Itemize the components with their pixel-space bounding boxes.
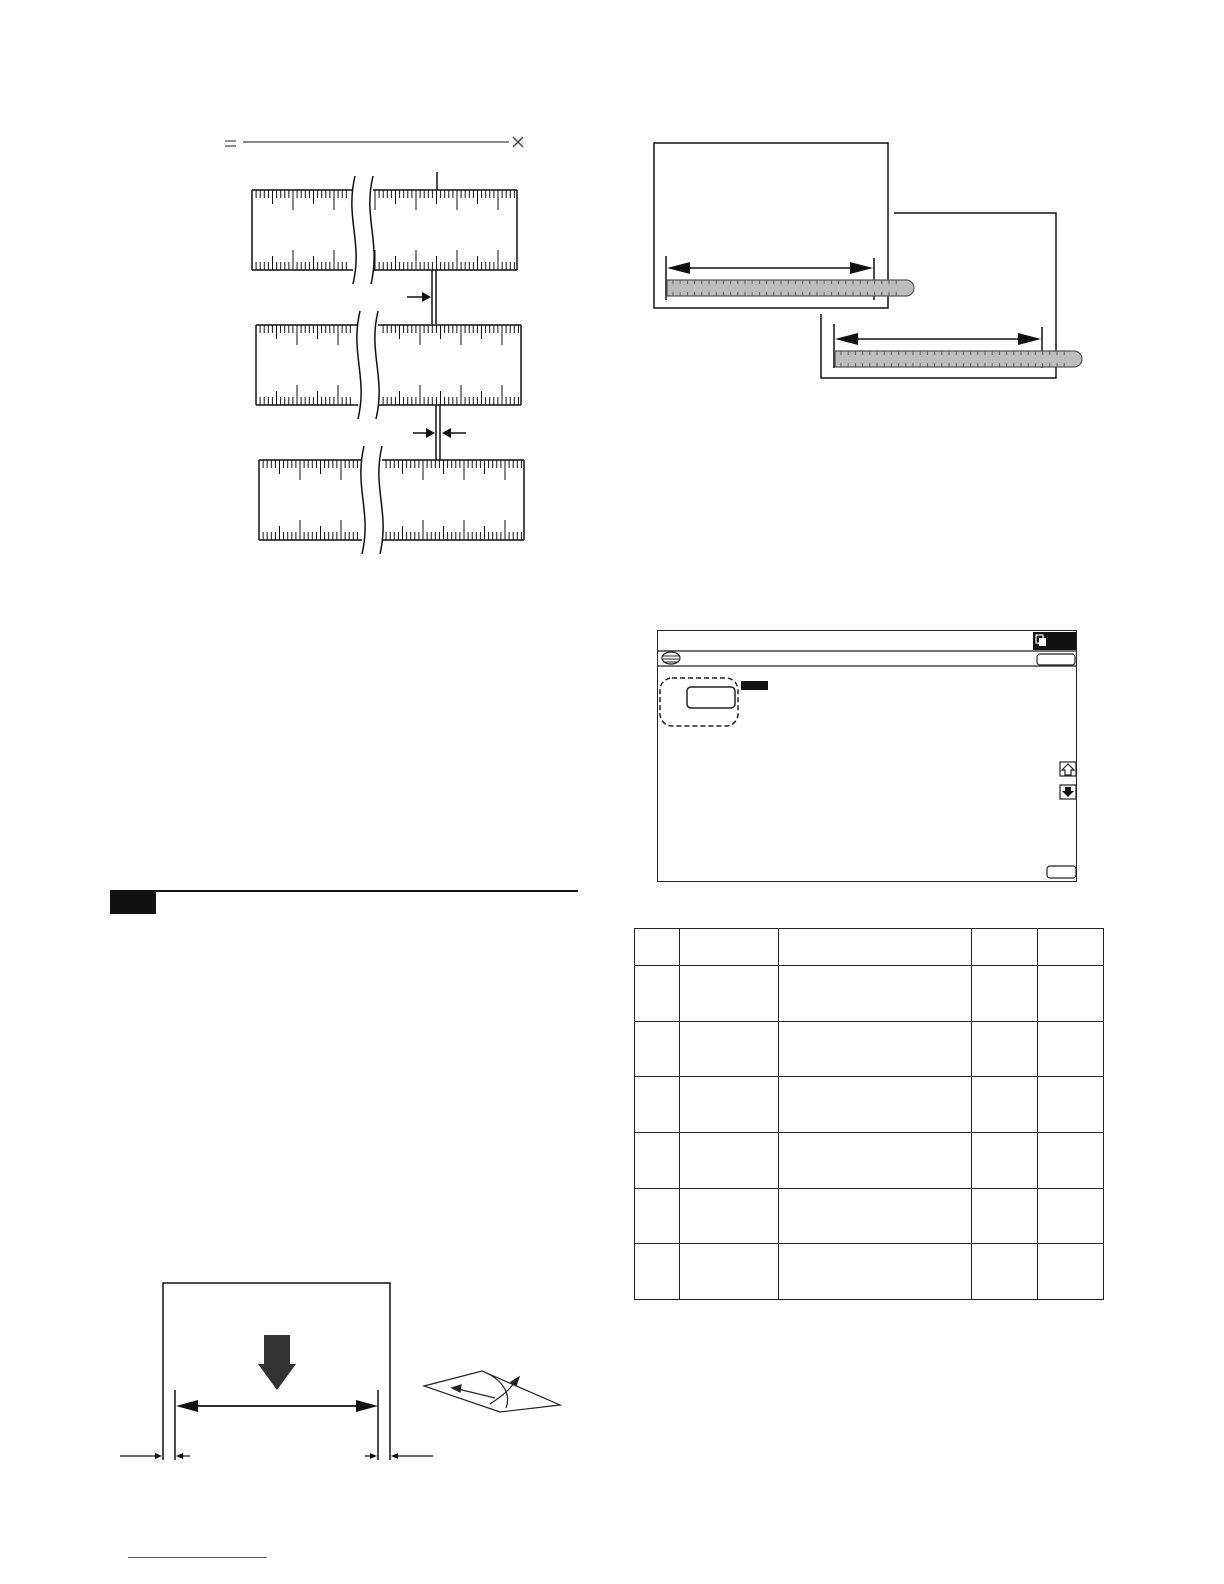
table-cell — [680, 966, 779, 1022]
table-cell — [1038, 1188, 1104, 1244]
table-cell — [972, 1021, 1038, 1077]
table-header-cell — [972, 929, 1038, 966]
table-row — [635, 1021, 1104, 1077]
original-frame — [654, 143, 888, 308]
table-cell — [680, 1188, 779, 1244]
table-cell — [779, 1132, 972, 1188]
table-header-row — [635, 929, 1104, 966]
table-row — [635, 1244, 1104, 1300]
table-header-cell — [680, 929, 779, 966]
close-icon — [513, 137, 523, 147]
table-cell — [635, 966, 680, 1022]
output-frame — [821, 213, 1056, 378]
table-cell — [635, 1132, 680, 1188]
ruler — [252, 176, 517, 284]
section-rule — [110, 890, 578, 892]
dimension-arrow — [176, 1400, 378, 1412]
table-row — [635, 966, 1104, 1022]
table-cell — [1038, 1132, 1104, 1188]
table-row — [635, 1077, 1104, 1133]
table-cell — [680, 1132, 779, 1188]
scale-bar — [835, 351, 1082, 367]
table-cell — [1038, 1021, 1104, 1077]
table-cell — [779, 966, 972, 1022]
footer-link-rule — [128, 1557, 267, 1558]
table-cell — [680, 1244, 779, 1300]
feed-direction-arrow-icon — [258, 1335, 296, 1390]
ruler — [256, 311, 521, 419]
table-cell — [972, 966, 1038, 1022]
table-header-cell — [635, 929, 680, 966]
table-cell — [972, 1077, 1038, 1133]
scale-bar — [667, 280, 914, 296]
table-cell — [779, 1244, 972, 1300]
arrow-left-icon — [442, 428, 466, 438]
table-cell — [635, 1188, 680, 1244]
ruler-group — [252, 176, 524, 554]
table-header-cell — [779, 929, 972, 966]
table-cell — [779, 1188, 972, 1244]
table-cell — [635, 1244, 680, 1300]
arrow-right-icon — [413, 428, 435, 438]
ruler — [259, 446, 524, 554]
paper-frame — [163, 1283, 390, 1445]
table-cell — [972, 1244, 1038, 1300]
equals-icon — [225, 141, 236, 146]
table-cell — [635, 1077, 680, 1133]
table-cell — [1038, 966, 1104, 1022]
dimension-arrow — [667, 262, 873, 274]
table-cell — [680, 1077, 779, 1133]
table-cell — [779, 1077, 972, 1133]
section-badge — [110, 891, 156, 914]
table-cell — [680, 1021, 779, 1077]
arrow-right-icon — [407, 292, 431, 302]
table-row — [635, 1188, 1104, 1244]
dimension-arrow — [835, 333, 1041, 345]
table-cell — [972, 1132, 1038, 1188]
table-cell — [1038, 1244, 1104, 1300]
table-cell — [1038, 1077, 1104, 1133]
table-row — [635, 1132, 1104, 1188]
data-table — [634, 928, 1104, 1300]
table-cell — [779, 1021, 972, 1077]
table-cell — [972, 1188, 1038, 1244]
adjustment-screen — [657, 630, 1077, 882]
table-cell — [635, 1021, 680, 1077]
curled-paper-icon — [424, 1371, 560, 1412]
table-header-cell — [1038, 929, 1104, 966]
